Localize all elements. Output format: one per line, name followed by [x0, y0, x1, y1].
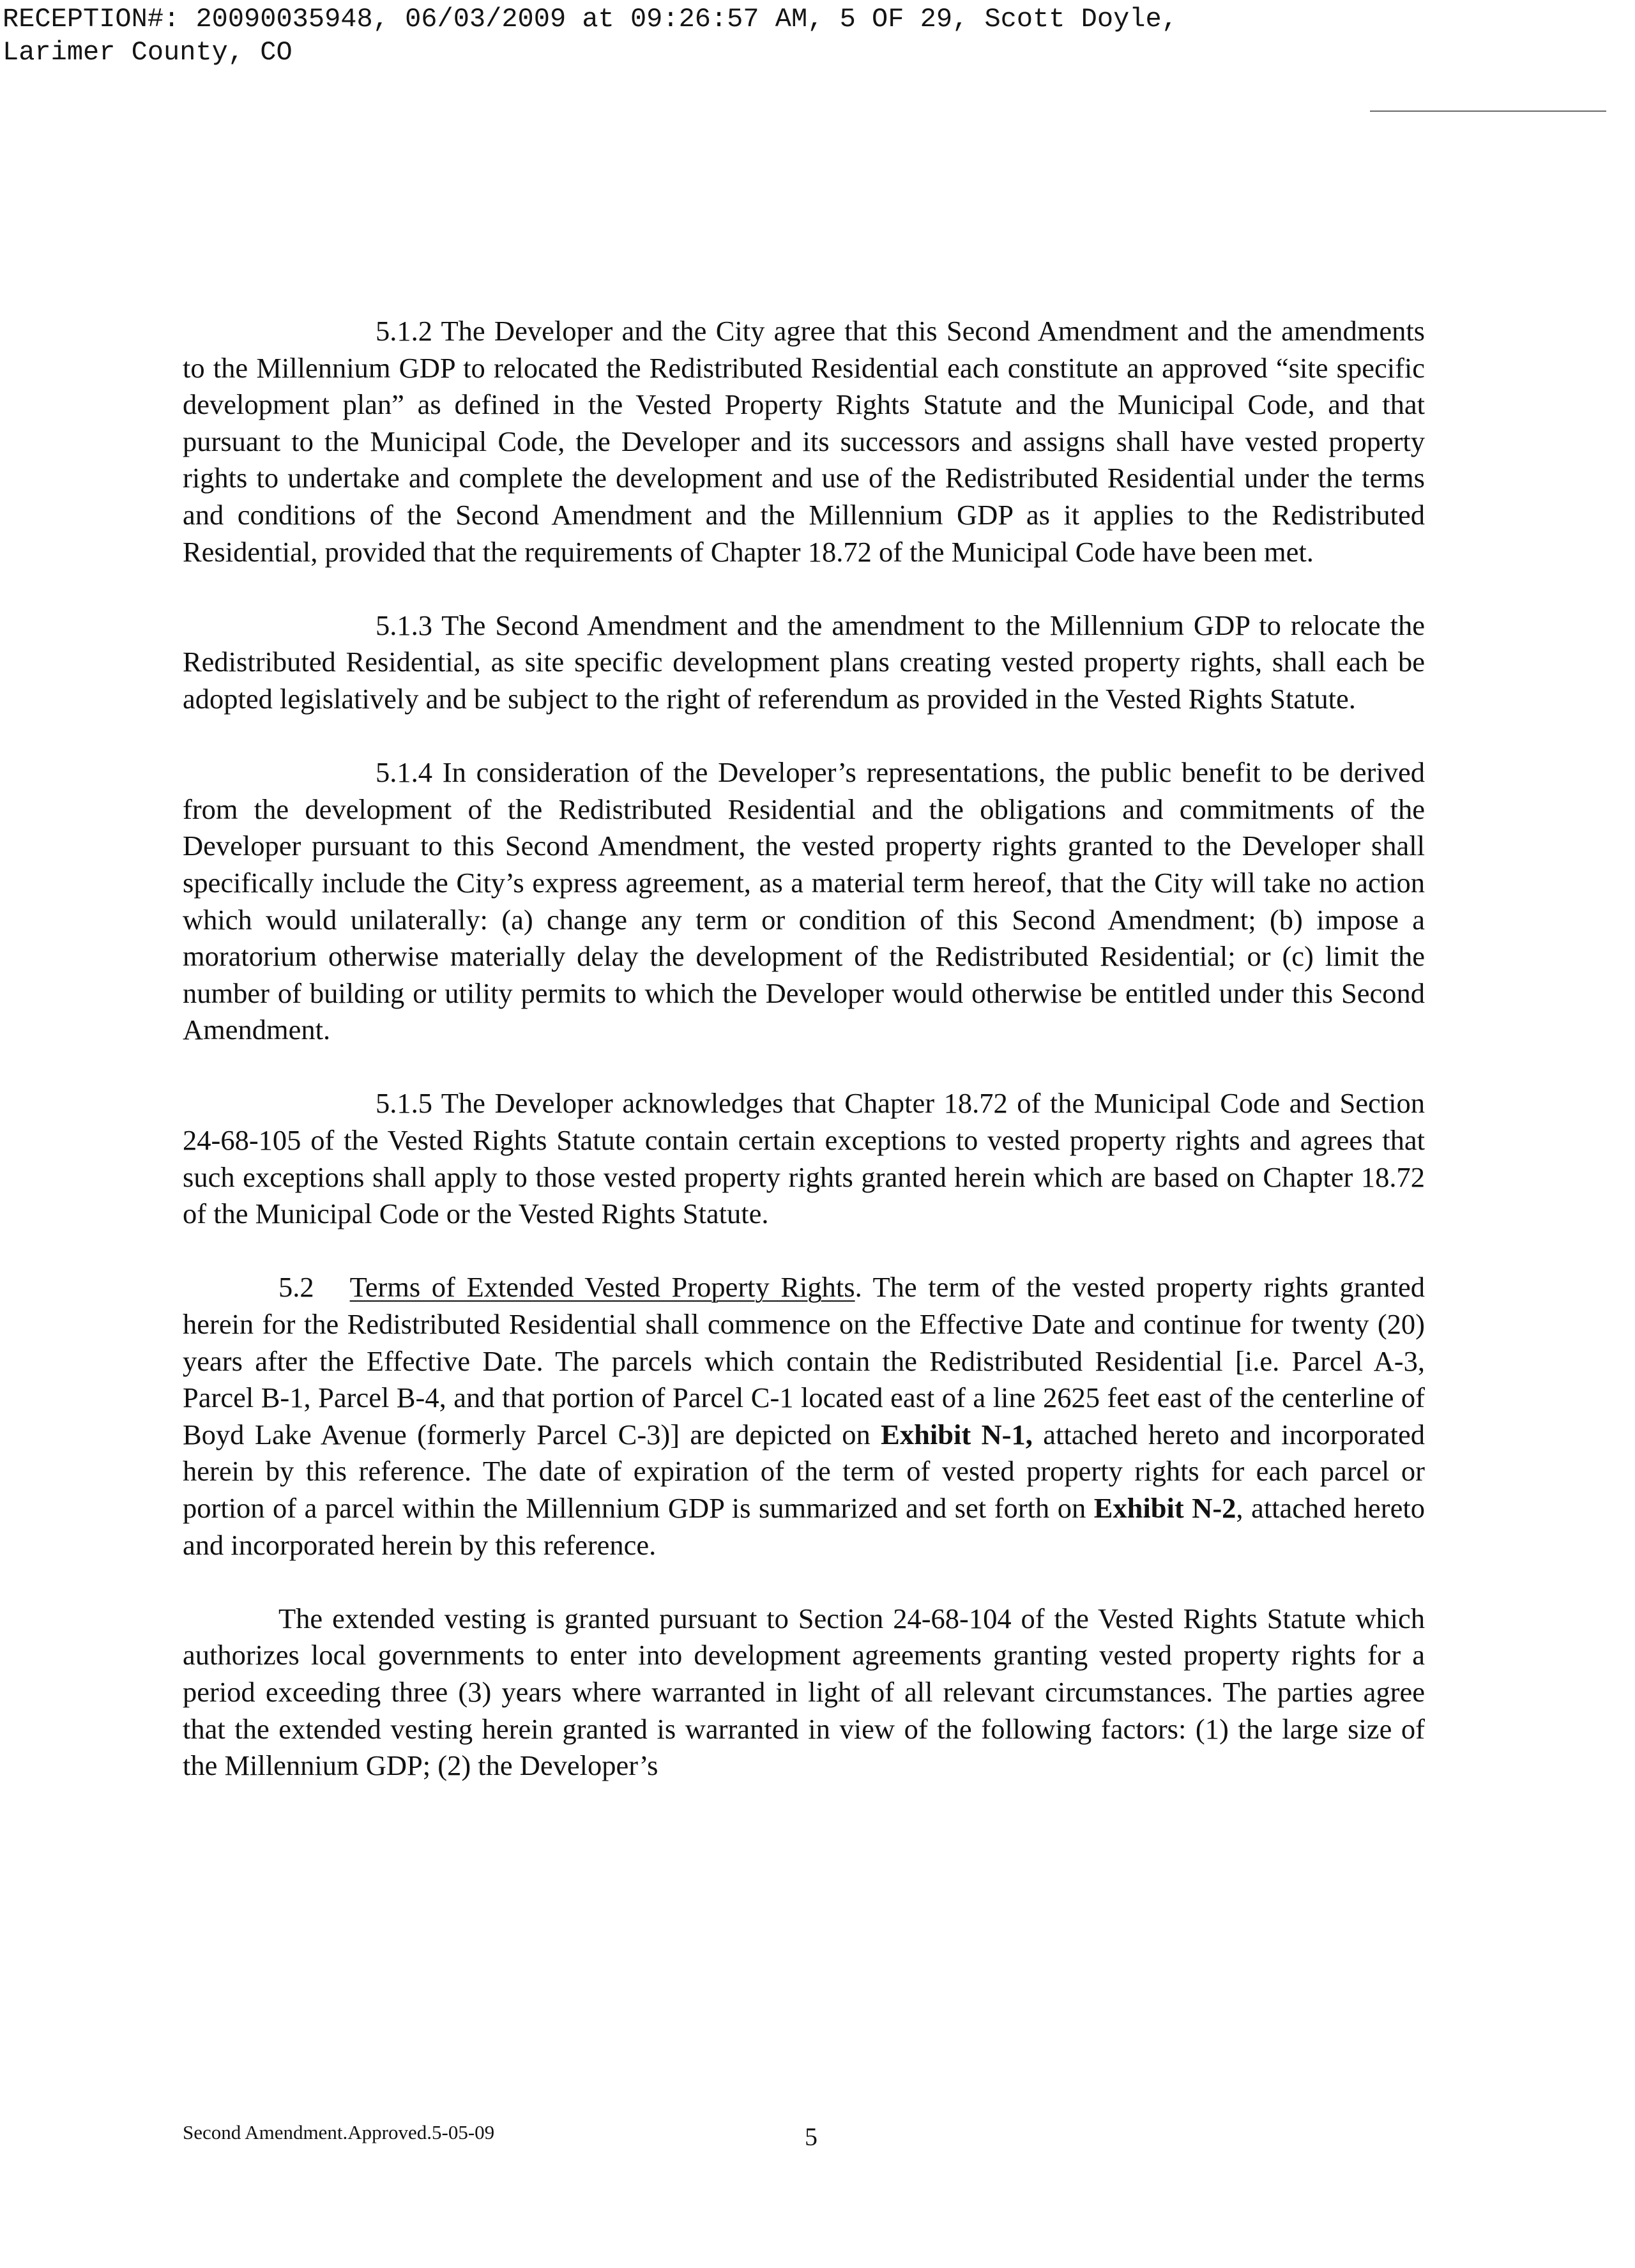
section-5-1-2: 5.1.2 The Developer and the City agree that this Second Amendment and the amendments to the Millennium GDP to relocated the Redistributed Residential each constitute an approved “site specific development plan” as defined in the Vested Property Rights Statute and the Municipal Code, and that pursuant to the Municipal Code, the Developer and its successors and assigns shall have vested property rights to undertake and complete the development and use of the Redistributed Residential under the terms and conditions of the Second Amendment and the Millennium GDP as it applies to the Redistributed Residential, provided that the requirements of Chapter 18.72 of the Municipal Code have been met. [183, 315, 1425, 568]
extended-vesting-paragraph: The extended vesting is granted pursuant to Section 24-68-104 of the Vested Rights Statute which authorizes local governments to enter into development agreements granting vested property rights for a period exceeding three (3) years where warranted in light of all relevant circumstances. The parties agree that the extended vesting herein granted is warranted in view of the following factors: (1) the large size of the Millennium GDP; (2) the Developer’s [183, 1602, 1425, 1782]
section-5-2-number: 5.2 [278, 1271, 314, 1304]
footer-document-name: Second Amendment.Approved.5-05-09 [183, 2121, 495, 2143]
exhibit-n2-ref: Exhibit N-2 [1093, 1492, 1236, 1524]
section-5-2-text-c: , attached hereto and incorporated herein by this reference. [183, 1492, 1425, 1561]
top-rule-line [1370, 110, 1606, 112]
section-5-1-5: 5.1.5 The Developer acknowledges that Chapter 18.72 of the Municipal Code and Section 24-68-105 of the Vested Rights Statute contain certain exceptions to vested property rights and agrees that such exceptions shall apply to those vested property rights granted herein which are based on Chapter 18.72 of the Municipal Code or the Vested Rights Statute. [183, 1087, 1425, 1230]
section-5-1-3: 5.1.3 The Second Amendment and the amendment to the Millennium GDP to relocate the Redistributed Residential, as site specific development plans creating vested property rights, shall each be adopted legislatively and be subject to the right of referendum as provided in the Vested Rights Statute. [183, 609, 1425, 715]
recording-stamp [3, 3, 1178, 69]
stamp-line-2: Larimer County, CO [3, 37, 293, 68]
section-5-2-heading: Terms of Extended Vested Property Rights [349, 1271, 855, 1304]
section-5-2 [183, 1269, 1425, 1564]
section-5-2-text-a: . The term of the vested property rights granted herein for the Redistributed Residential shall commence on the Effective Date and continue for twenty (20) years after the Effective Date. The parcels which contain the Redistributed Residential [i.e. Parcel A-3, Parcel B-1, Parcel B-4, and that portion of Parcel C-1 located east of a line 2625 feet east of the centerline of Boyd Lake Avenue (formerly Parcel C-3)] are depicted on [183, 1271, 1425, 1450]
section-5-2-text-b: attached hereto and incorporated herein by this reference. The date of expiration of the term of vested property rights for each parcel or portion of a parcel within the Millennium GDP is summarized and set forth on [183, 1418, 1425, 1524]
exhibit-n1-ref: Exhibit N-1, [881, 1418, 1033, 1450]
page-number: 5 [805, 2122, 818, 2151]
document-body [183, 313, 1425, 1785]
stamp-line-1: RECEPTION#: 20090035948, 06/03/2009 at 09:26:57 AM, 5 OF 29, Scott Doyle, [3, 4, 1178, 34]
section-5-1-4: 5.1.4 In consideration of the Developer’s representations, the public benefit to be derived from the development of the Redistributed Residential and the obligations and commitments of the Developer pursuant to this Second Amendment, the vested property rights granted to the Developer shall specifically include the City’s express agreement, as a material term hereof, that the City will take no action which would unilaterally: (a) change any term or condition of this Second Amendment; (b) impose a moratorium otherwise materially delay the development of the Redistributed Residential; or (c) limit the number of building or utility permits to which the Developer would otherwise be entitled under this Second Amendment. [183, 756, 1425, 1046]
